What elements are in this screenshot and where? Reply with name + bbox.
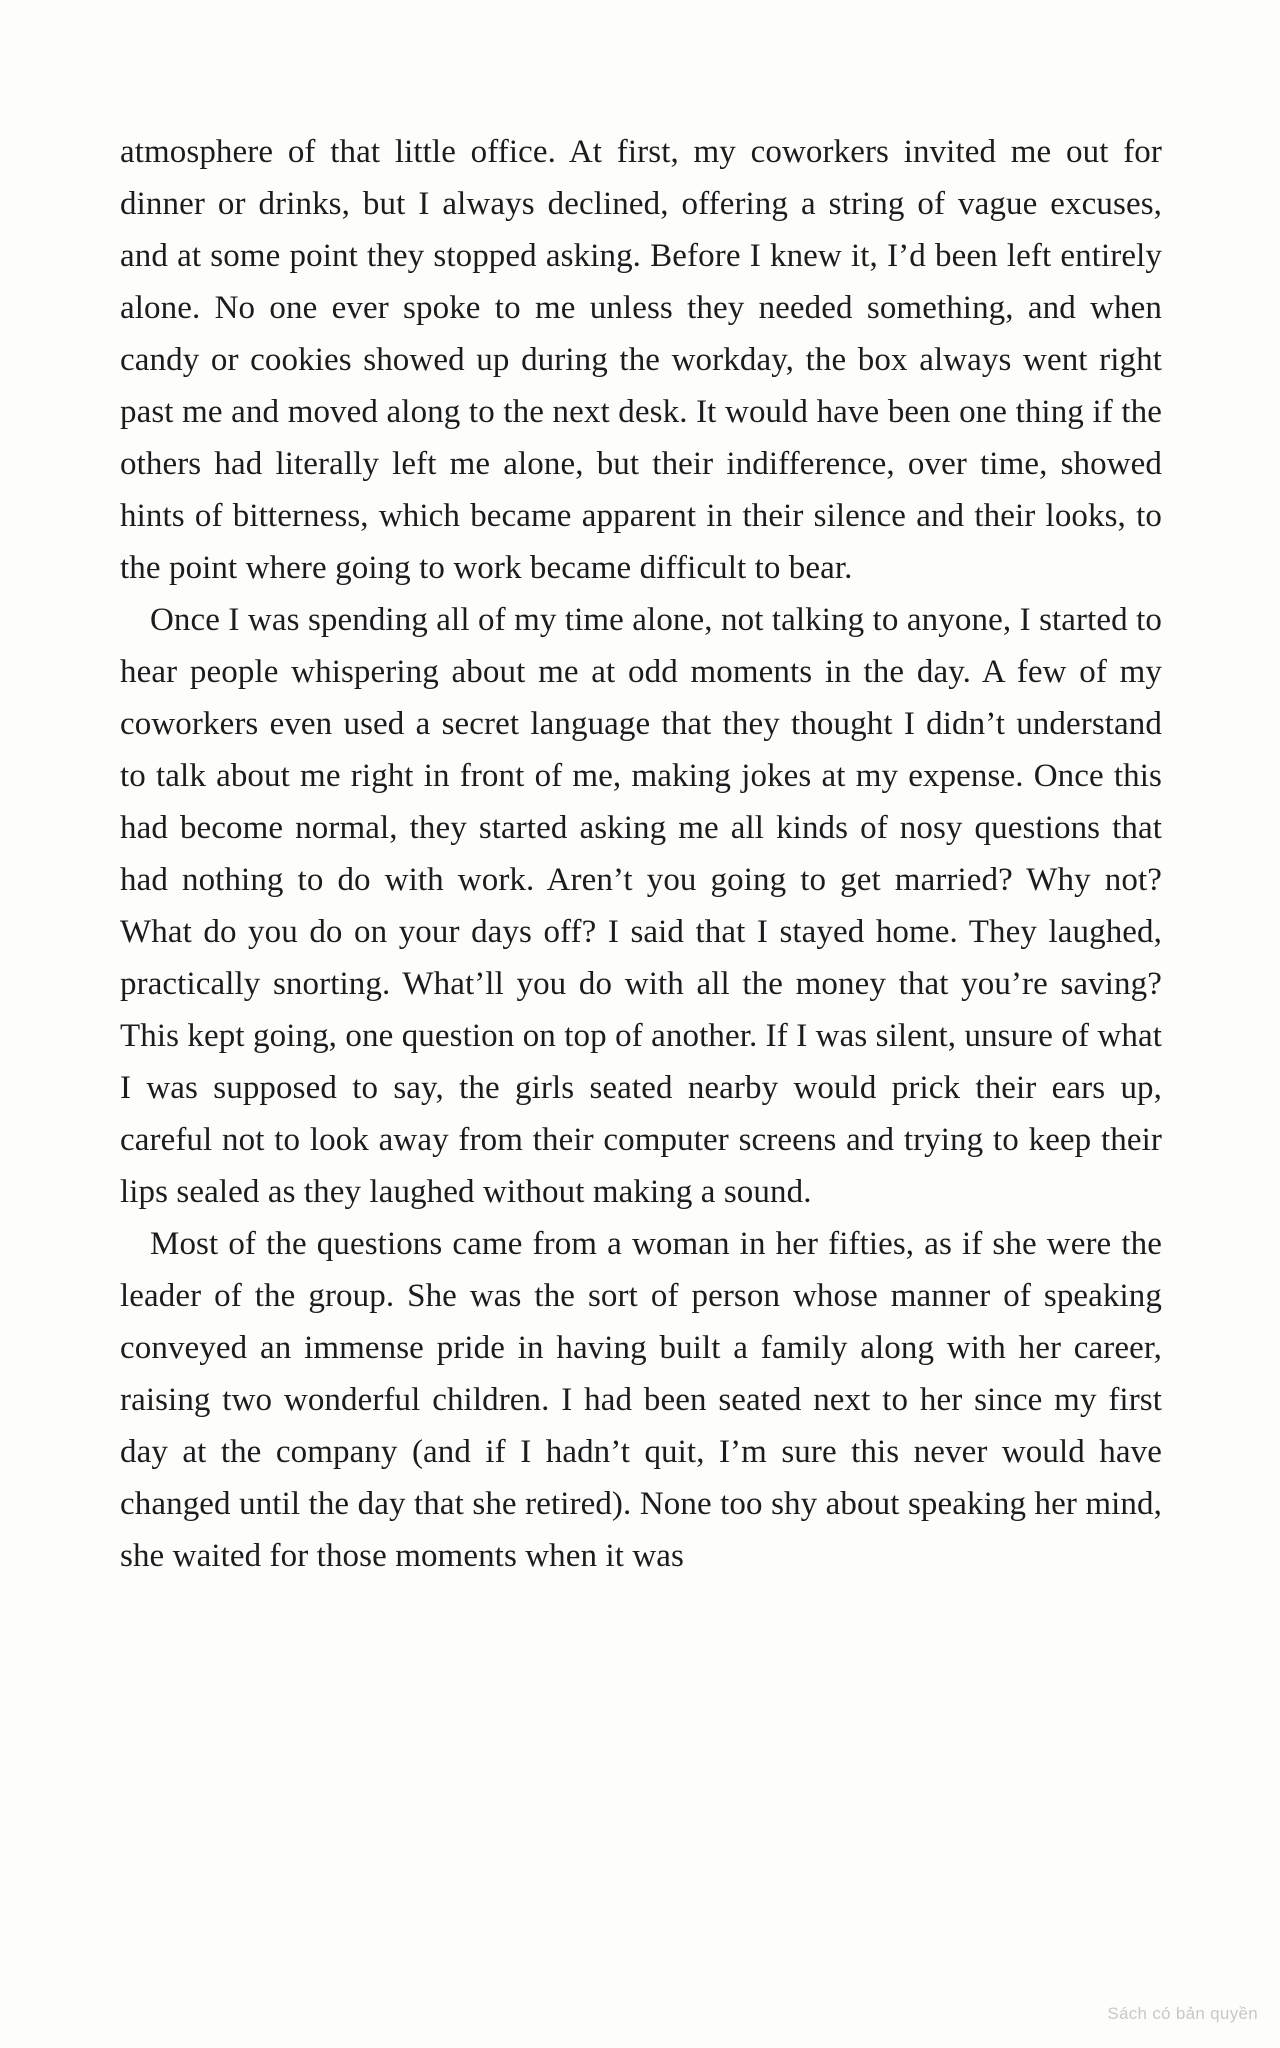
body-text	[120, 126, 1162, 1582]
paragraph: Most of the questions came from a woman in her fifties, as if she were the leader of the group. She was the sort of person whose manner of speaking conveyed an immense pride in having built a family along with her career, raising two wonderful children. I had been seated next to her since my first day at the company (and if I hadn’t quit, I’m sure this never would have changed until the day that she retired). None too shy about speaking her mind, she waited for those moments when it was	[120, 1226, 1162, 1574]
paragraph: Once I was spending all of my time alone, not talking to anyone, I started to hear people whispering about me at odd moments in the day. A few of my coworkers even used a secret language that they thought I didn’t understand to talk about me right in front of me, making jokes at my expense. Once this had become normal, they started asking me all kinds of nosy questions that had nothing to do with work. Aren’t you going to get married? Why not? What do you do on your days off? I said that I stayed home. They laughed, practically snorting. What’ll you do with all the money that you’re saving? This kept going, one question on top of another. If I was silent, unsure of what I was supposed to say, the girls seated nearby would prick their ears up, careful not to look away from their computer screens and trying to keep their lips sealed as they laughed without making a sound.	[120, 602, 1162, 1210]
paragraph: atmosphere of that little office. At first, my coworkers invited me out for dinner or drinks, but I always declined, offering a string of vague excuses, and at some point they stopped asking. Before I knew it, I’d been left entirely alone. No one ever spoke to me unless they needed something, and when candy or cookies showed up during the workday, the box always went right past me and moved along to the next desk. It would have been one thing if the others had literally left me alone, but their indifference, over time, showed hints of bitterness, which became apparent in their silence and their looks, to the point where going to work became difficult to bear.	[120, 134, 1162, 586]
copyright-watermark: Sách có bản quyền	[1107, 2004, 1258, 2023]
